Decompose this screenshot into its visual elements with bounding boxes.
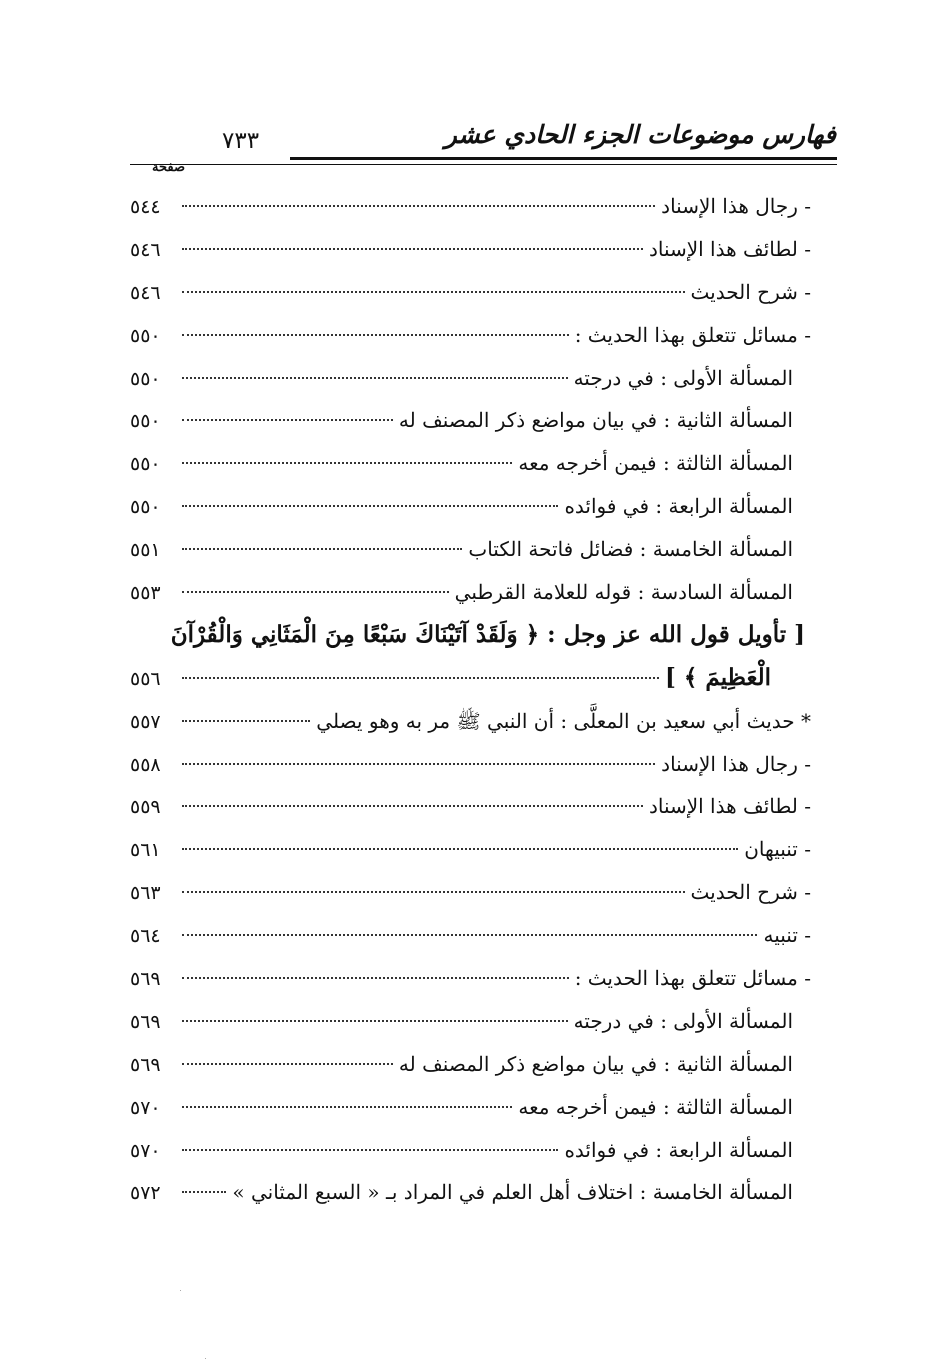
page-header-title: فهارس موضوعات الجزء الحادي عشر [444, 120, 836, 149]
toc-entry [130, 314, 811, 357]
page-column-label: صفحة [152, 160, 185, 175]
toc-entry [130, 1086, 811, 1129]
toc-entry [130, 485, 811, 528]
dot-leader [182, 205, 655, 207]
dot-leader [182, 462, 512, 464]
toc-entry-page: ٥٥١ [130, 539, 161, 562]
toc-entry [130, 871, 811, 914]
toc-entry-text: - شرح الحديث [690, 880, 811, 905]
toc-entry-page: ٥٦١ [130, 839, 161, 862]
toc-entry [130, 828, 811, 871]
toc-entry [130, 442, 811, 485]
toc-entry-page: ٥٦٩ [130, 968, 161, 991]
toc-entry-text: - مسائل تتعلق بهذا الحديث : [574, 966, 811, 991]
toc-entry [130, 571, 811, 614]
toc-entry-page: ٥٤٦ [130, 281, 161, 304]
toc-entry-text: المسألة الرابعة : في فوائده [564, 494, 793, 519]
toc-entry-page: ٥٥٩ [130, 796, 161, 819]
dot-leader [182, 1191, 226, 1193]
toc-entry-text: - تنبيه [763, 923, 811, 948]
dot-leader [182, 505, 558, 507]
dot-leader [182, 677, 659, 679]
toc-entry [130, 1000, 811, 1043]
dot-leader [182, 977, 569, 979]
dot-leader [182, 848, 738, 850]
toc-entry [130, 228, 811, 271]
toc-entry-text: المسألة الرابعة : في فوائده [564, 1137, 793, 1162]
toc-entry-page: ٥٥٣ [130, 582, 161, 605]
toc-entry [130, 1171, 811, 1214]
toc-entry-text: المسألة الأولى : في درجته [573, 1008, 793, 1033]
dot-leader [182, 248, 643, 250]
toc-entry-page: ٥٤٤ [130, 196, 161, 218]
toc-entry [130, 700, 811, 743]
toc-entry-page: ٥٧٠ [130, 1096, 161, 1119]
dot-leader [182, 720, 310, 722]
toc-entry-page: ٥٧٠ [130, 1139, 161, 1162]
toc-entry [130, 185, 811, 228]
page-number: ٧٣٣ [222, 128, 260, 154]
toc-entry-page: ٥٦٤ [130, 925, 161, 948]
toc-entry-page: ٥٧٢ [130, 1182, 161, 1205]
toc-list [130, 185, 811, 1214]
toc-entry-text: المسألة السادسة : قوله للعلامة القرطبي [454, 580, 793, 605]
dot-leader [182, 763, 655, 765]
toc-entry-page: ٥٥٠ [130, 453, 161, 476]
toc-entry-page: ٥٥٠ [130, 410, 161, 433]
toc-entry-text: - مسائل تتعلق بهذا الحديث : [574, 322, 811, 347]
toc-entry-text: المسألة الخامسة : فضائل فاتحة الكتاب [468, 537, 793, 562]
scan-speck [180, 1290, 181, 1291]
toc-entry [130, 357, 811, 400]
toc-entry-text: المسألة الخامسة : اختلاف أهل العلم في المراد بـ « السبع المثاني » [232, 1180, 793, 1205]
toc-entry-page: ٥٦٩ [130, 1010, 161, 1033]
toc-entry-page: ٥٥٠ [130, 496, 161, 519]
dot-leader [182, 548, 462, 550]
toc-entry-text: المسألة الثانية : في بيان مواضع ذكر المصنف له [398, 1051, 793, 1076]
toc-entry-text: - لطائف هذا الإسناد [648, 236, 811, 261]
toc-entry-text: المسألة الثالثة : فيمن أخرجه معه [518, 1094, 793, 1119]
header-rule-thin [130, 164, 837, 165]
dot-leader [182, 891, 685, 893]
dot-leader [182, 1020, 568, 1022]
toc-entry-page: ٥٥٠ [130, 324, 161, 347]
dot-leader [182, 377, 568, 379]
toc-entry-page: ٥٥٦ [130, 667, 161, 690]
toc-entry [130, 1043, 811, 1086]
dot-leader [182, 1106, 512, 1108]
toc-entry [130, 785, 811, 828]
toc-entry-page: ٥٦٩ [130, 1053, 161, 1076]
toc-entry-page: ٥٥٧ [130, 710, 161, 733]
dot-leader [182, 805, 643, 807]
dot-leader [182, 934, 757, 936]
header-rule [290, 157, 837, 160]
dot-leader [182, 1149, 558, 1151]
dot-leader [182, 419, 393, 421]
toc-entry-page: ٥٥٨ [130, 753, 161, 776]
dot-leader [182, 291, 685, 293]
toc-entry [130, 1129, 811, 1172]
scan-speck [205, 1358, 206, 1359]
toc-entry [130, 957, 811, 1000]
toc-entry [130, 399, 811, 442]
toc-entry-text: - رجال هذا الإسناد [661, 194, 811, 218]
dot-leader [182, 1063, 393, 1065]
toc-entry-text: - لطائف هذا الإسناد [648, 794, 811, 819]
toc-entry-page: ٥٥٠ [130, 367, 161, 390]
dot-leader [182, 591, 449, 593]
section-heading-end [130, 657, 811, 700]
toc-entry-text: المسألة الثانية : في بيان مواضع ذكر المصنف له [398, 408, 793, 433]
toc-entry-text: المسألة الأولى : في درجته [573, 365, 793, 390]
toc-entry-text: - شرح الحديث [690, 279, 811, 304]
toc-entry-text: المسألة الثالثة : فيمن أخرجه معه [518, 451, 793, 476]
toc-entry [130, 743, 811, 786]
toc-entry-text: - تنبيهان [744, 837, 811, 862]
toc-entry [130, 914, 811, 957]
dot-leader [182, 334, 569, 336]
toc-entry-page: ٥٦٣ [130, 882, 161, 905]
toc-entry-text: - رجال هذا الإسناد [661, 751, 811, 776]
section-heading: [ تأويل قول الله عز وجل : ﴿ وَلَقَدْ آتَيْنَاكَ سَبْعًا مِنَ الْمَثَانِي وَالْقُرْآنَ [170, 620, 805, 648]
toc-entry-text: * حديث أبي سعيد بن المعلَّى : أن النبي ﷺ مر به وهو يصلي [316, 708, 811, 733]
toc-entry [130, 271, 811, 314]
toc-entry [130, 528, 811, 571]
toc-entry-page: ٥٤٦ [130, 238, 161, 261]
section-heading-text: الْعَظِيمَ ﴾ ] [665, 663, 771, 691]
